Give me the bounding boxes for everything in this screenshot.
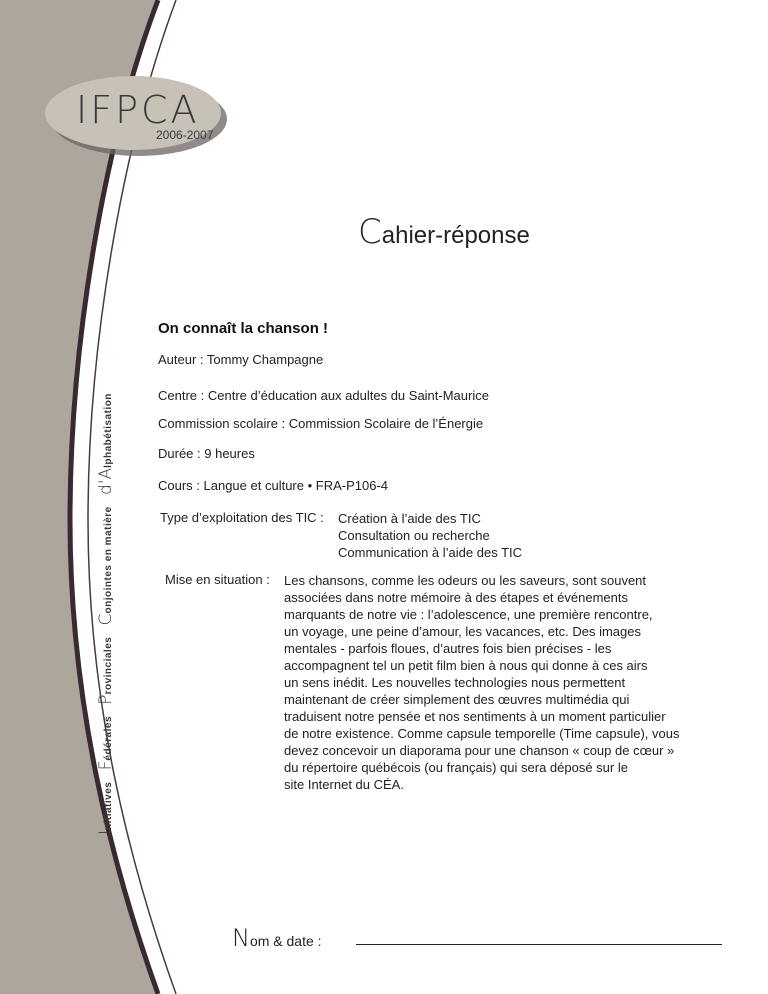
paragraph-line: de notre existence. Comme capsule temporelle (Time capsule), vous [284,726,680,741]
vertical-initial: I [96,829,116,835]
title-initial: C [358,212,382,252]
situation-label: Mise en situation : [165,572,270,587]
logo-text: IFPCA [76,88,200,132]
vertical-program-name [96,393,116,835]
logo-year: 2006-2007 [156,128,214,142]
paragraph-line: devez concevoir un diaporama pour une chanson « coup de cœur » [284,743,675,758]
paragraph-line: accompagnent tel un petit film bien à nous qui donne à ces airs [284,658,648,673]
paragraph-line: un sens inédit. Les nouvelles technologies nous permettent [284,675,626,690]
situation-paragraph [284,572,734,793]
paragraph-line: un voyage, une peine d’amour, les vacances, etc. Des images [284,624,641,639]
paragraph-line: Les chansons, comme les odeurs ou les saveurs, sont souvent [284,573,647,588]
vertical-initial: d'A [96,467,116,495]
activity-title: On connaît la chanson ! [158,320,329,337]
tic-label: Type d’exploitation des TIC : [160,510,324,525]
tic-list [338,510,522,561]
name-date-rest: om & date : [249,933,322,949]
course-line: Cours : Langue et culture • FRA-P106-4 [158,478,389,493]
tic-item: Communication à l’aide des TIC [338,545,523,560]
paragraph-line: traduisent notre pensée et nos sentiments à un moment particulier [284,709,666,724]
vertical-word: lphabétisation [103,393,114,468]
paragraph-line: du répertoire québécois (ou français) qui sera déposé sur le [284,760,628,775]
name-date-label [232,924,322,952]
vertical-word: nitiatives [103,781,114,830]
vertical-word: rovinciales [103,636,114,695]
paragraph-line: site Internet du CÉA. [284,777,404,792]
vertical-word: édérales [103,715,114,761]
paragraph-line: maintenant de créer simplement des œuvres multimédia qui [284,692,630,707]
author-line: Auteur : Tommy Champagne [158,352,324,367]
vertical-initial: C [96,613,116,626]
school-board-line: Commission scolaire : Commission Scolaire de l’Énergie [158,416,484,431]
center-line: Centre : Centre d’éducation aux adultes du Saint-Maurice [158,388,489,403]
title-rest: ahier-réponse [381,222,530,249]
paragraph-line: mentales - parfois floues, d’autres fois bien précises - les [284,641,612,656]
tic-item: Consultation ou recherche [338,528,490,543]
paragraph-line: marquants de notre vie : l’adolescence, une première rencontre, [284,607,653,622]
tic-item: Création à l’aide des TIC [338,511,481,526]
page-title [358,212,530,252]
paragraph-line: associées dans notre mémoire à des étapes et événements [284,590,628,605]
vertical-word: onjointes en matière [103,506,114,614]
vertical-initial: F [96,760,116,771]
name-date-field[interactable] [356,944,722,945]
duration-line: Durée : 9 heures [158,446,255,461]
vertical-initial: P [96,694,116,705]
name-date-initial: N [232,924,250,952]
